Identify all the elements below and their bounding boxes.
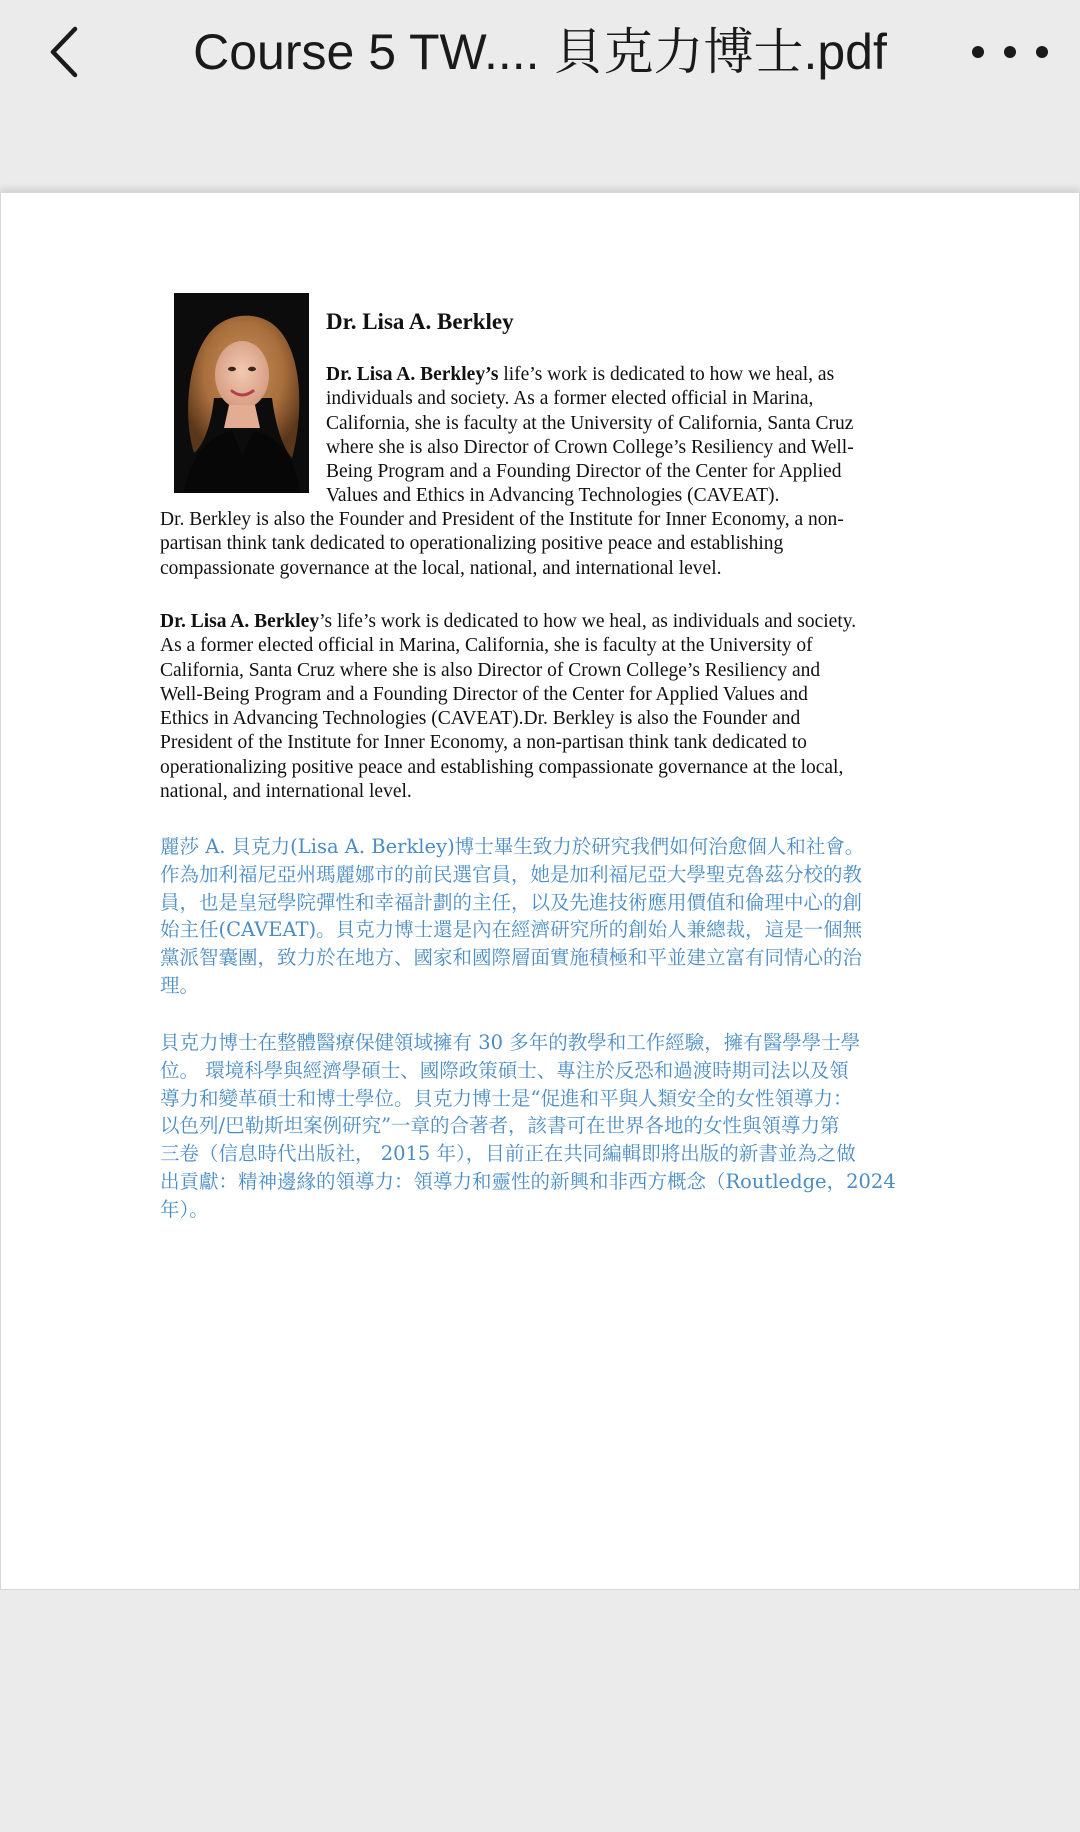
text-line: operationalizing positive peace and establishing compassionate governance at the local, <box>160 756 844 778</box>
chevron-left-icon <box>47 25 81 79</box>
bio-name-bold: Dr. Lisa A. Berkley <box>160 611 320 632</box>
text-line: Values and Ethics in Advancing Technologies (CAVEAT). <box>326 485 780 507</box>
text-line: 三卷（信息時代出版社， 2015 年），目前正在共同編輯即將出版的新書並為之做 <box>160 1142 856 1166</box>
text-line: Dr. Lisa A. Berkley’s life’s work is dedicated to how we heal, as individuals and society. <box>160 611 857 632</box>
portrait-photo <box>174 293 309 493</box>
text-line: 貝克力博士在整體醫療保健領域擁有 30 多年的教學和工作經驗，擁有醫學學士學 <box>160 1031 861 1054</box>
text-line: 導力和變革碩士和博士學位。貝克力博士是“促進和平與人類安全的女性領導力： <box>160 1086 853 1110</box>
more-options-button[interactable] <box>966 30 1054 74</box>
text-line: partisan think tank dedicated to operationalizing positive peace and establishing <box>160 533 784 555</box>
top-bar <box>0 0 1080 190</box>
bio-paragraph-chinese-1 <box>160 833 940 1000</box>
bio-heading: Dr. Lisa A. Berkley <box>326 309 514 334</box>
bio-paragraph-english-2 <box>160 610 940 804</box>
text-line: Dr. Berkley is also the Founder and President of the Institute for Inner Economy, a non- <box>160 509 844 530</box>
text-line: 員，也是皇冠學院彈性和幸福計劃的主任，以及先進技術應用價值和倫理中心的創 <box>160 890 863 914</box>
bio-paragraph-chinese-2 <box>160 1029 940 1224</box>
more-dot-icon <box>1036 46 1048 58</box>
back-button[interactable] <box>36 22 92 82</box>
text-line: 位。 環境科學與經濟學碩士、國際政策碩士、專注於反恐和過渡時期司法以及領 <box>160 1058 849 1082</box>
bio-paragraph-english-1-continued <box>160 508 940 581</box>
pdf-page[interactable] <box>0 192 1080 1590</box>
text-line: 出貢獻：精神邊緣的領導力：領導力和靈性的新興和非西方概念（Routledge，2024 <box>160 1169 896 1193</box>
text-line: Ethics in Advancing Technologies (CAVEAT).Dr. Berkley is also the Founder and <box>160 708 801 730</box>
more-dot-icon <box>1004 46 1016 58</box>
bio-paragraph-english-1 <box>326 363 926 509</box>
text-line: individuals and society. As a former elected official in Marina, <box>326 388 814 410</box>
bio-name-bold: Dr. Lisa A. Berkley’s <box>326 364 499 385</box>
more-dot-icon <box>972 46 984 58</box>
text-line: California, Santa Cruz where she is also Director of Crown College’s Resiliency and <box>160 659 821 681</box>
text-line: Dr. Lisa A. Berkley’s life’s work is dedicated to how we heal, as <box>326 364 835 385</box>
text-line: where she is also Director of Crown College’s Resiliency and Well- <box>326 436 854 458</box>
text-line: compassionate governance at the local, national, and international level. <box>160 557 722 579</box>
text-line: As a former elected official in Marina, California, she is faculty at the University of <box>160 635 813 657</box>
text-line: 年）。 <box>160 1197 209 1221</box>
document-title: Course 5 TW.... 貝克力博士.pdf <box>193 24 887 80</box>
text-line: 麗莎 A. 貝克力(Lisa A. Berkley)博士畢生致力於研究我們如何治愈個人和社會。 <box>160 835 865 858</box>
text-line: 理。 <box>160 973 200 997</box>
text-line: 始主任(CAVEAT)。貝克力博士還是內在經濟研究所的創始人兼總裁，這是一個無 <box>160 918 863 942</box>
text-line: 以色列/巴勒斯坦案例研究”一章的合著者，該書可在世界各地的女性與領導力第 <box>160 1114 840 1138</box>
text-line: 黨派智囊團，致力於在地方、國家和國際層面實施積極和平並建立富有同情心的治 <box>160 946 863 970</box>
text-line: President of the Institute for Inner Economy, a non-partisan think tank dedicated to <box>160 732 807 754</box>
text-line: national, and international level. <box>160 781 412 803</box>
text-line: 作為加利福尼亞州瑪麗娜市的前民選官員，她是加利福尼亞大學聖克魯茲分校的教 <box>160 862 863 886</box>
text-line: Being Program and a Founding Director of the Center for Applied <box>326 461 842 483</box>
text-line: California, she is faculty at the University of California, Santa Cruz <box>326 412 854 434</box>
text-line: Well-Being Program and a Founding Director of the Center for Applied Values and <box>160 683 808 705</box>
